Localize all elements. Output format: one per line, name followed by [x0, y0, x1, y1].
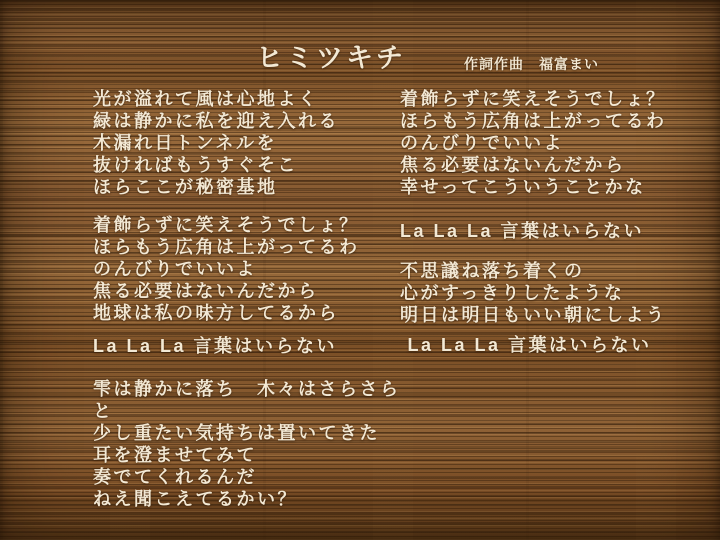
lyric-line: ほらここが秘密基地 — [93, 177, 278, 197]
lyrics-verse — [400, 260, 667, 326]
lyric-line: 着飾らずに笑えそうでしょ？ — [400, 89, 667, 109]
songwriter-credit: 作詞作曲 福富まい — [464, 56, 599, 72]
lyric-line: のんびりでいいよ — [400, 133, 564, 153]
lyric-line: 幸せってこういうことかな — [400, 177, 646, 197]
lyric-line: La La La 言葉はいらない — [93, 336, 338, 356]
lyric-line: 木漏れ日トンネルを — [93, 133, 277, 153]
lyric-line: 抜ければもうすぐそこ — [93, 155, 298, 175]
lyrics-column-right — [400, 88, 667, 372]
lyrics-verse — [93, 378, 401, 510]
lyric-line: 焦る必要はないんだから — [93, 281, 319, 301]
lyric-line: 地球は私の味方してるから — [93, 303, 339, 323]
lyric-line: 焦る必要はないんだから — [400, 155, 626, 175]
song-title: ヒミツキチ — [256, 43, 406, 73]
lyric-line: ほらもう広角は上がってるわ — [400, 111, 667, 131]
lyrics-column-left — [93, 88, 401, 526]
lyrics-verse — [400, 334, 667, 356]
lyrics-verse — [400, 220, 667, 242]
lyrics-verse — [400, 88, 667, 198]
lyrics-verse — [93, 88, 401, 198]
lyrics-verse — [93, 214, 401, 324]
lyric-line: La La La 言葉はいらない — [400, 221, 645, 241]
lyric-line: La La La 言葉はいらない — [400, 335, 652, 355]
lyric-line: 着飾らずに笑えそうでしょ？ — [93, 215, 360, 235]
lyric-line: 光が溢れて風は心地よく — [93, 89, 319, 109]
lyric-line: 心がすっきりしたような — [400, 283, 625, 303]
lyrics-verse — [93, 335, 401, 357]
lyric-line: 耳を澄ませてみて — [93, 445, 257, 465]
lyric-line: 少し重たい気持ちは置いてきた — [93, 423, 380, 443]
lyric-line: 明日は明日もいい朝にしよう — [400, 305, 667, 325]
lyric-line: 緑は静かに私を迎え入れる — [93, 111, 339, 131]
lyric-line: ねえ聞こえてるかい？ — [93, 489, 298, 509]
lyric-line: 奏でてくれるんだ — [93, 467, 257, 487]
lyric-line: と — [93, 401, 114, 421]
lyric-line: のんびりでいいよ — [93, 259, 257, 279]
lyric-line: 不思議ね落ち着くの — [400, 261, 585, 281]
lyric-line: 雫は静かに落ち 木々はさらさら — [93, 379, 401, 399]
lyric-line: ほらもう広角は上がってるわ — [93, 237, 360, 257]
